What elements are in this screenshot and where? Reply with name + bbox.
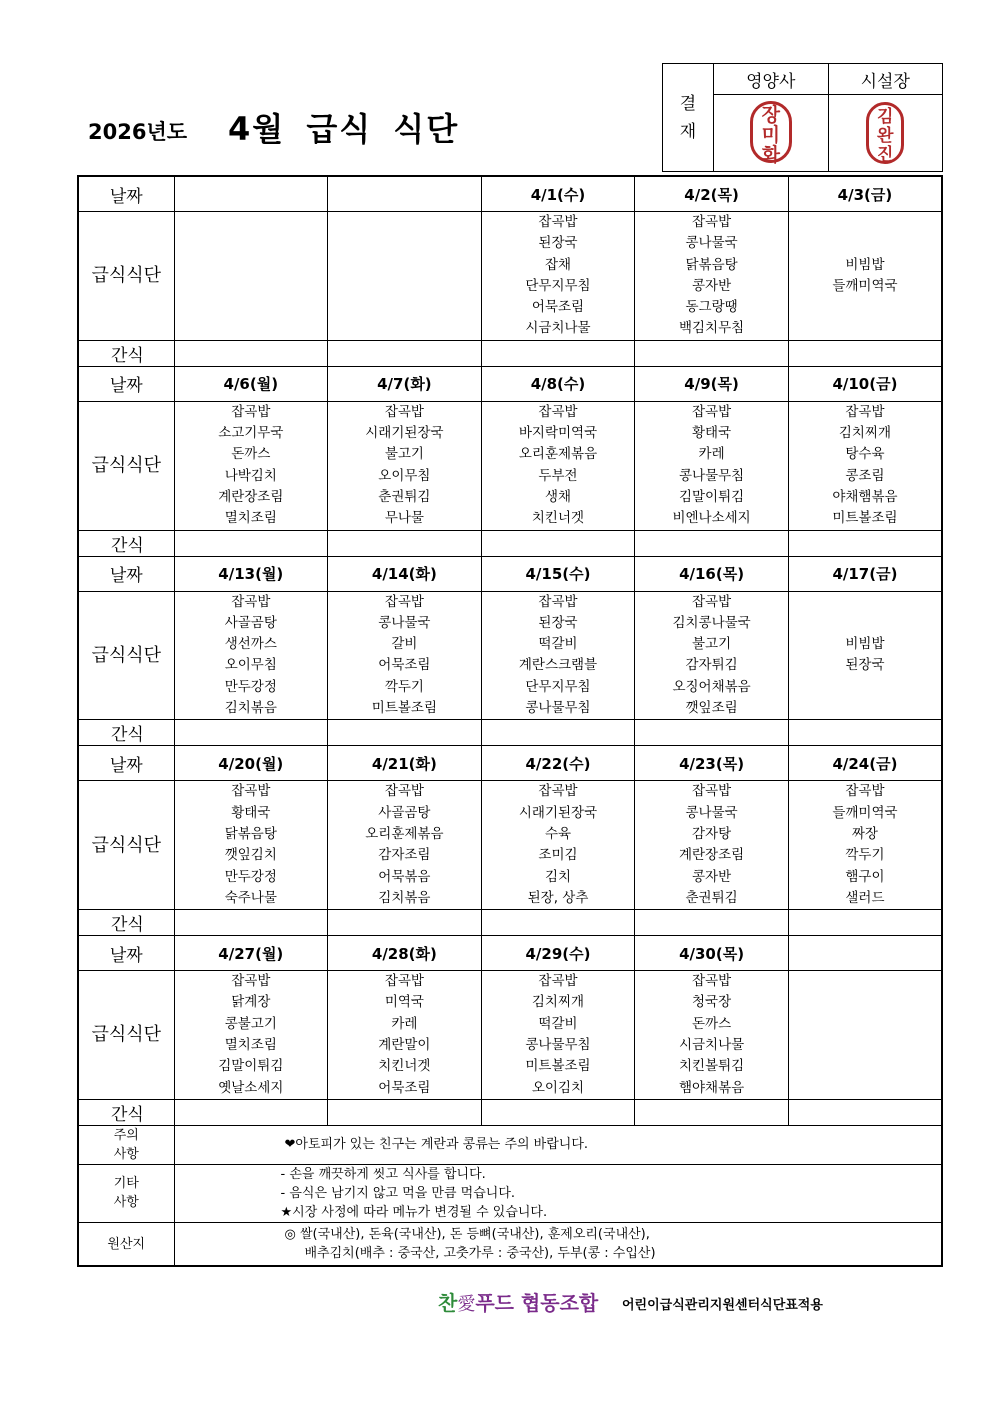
menu-item: 돈까스 [231,446,271,463]
date-cell: 4/3(금) [788,176,942,212]
menu-item: 된장국 [538,235,578,252]
menu-item: 들깨미역국 [832,804,898,821]
meal-cell [174,591,328,720]
menu-item: 잡곡밥 [231,783,271,800]
date-cell: 4/7(화) [328,366,482,401]
snack-cell [481,910,635,936]
menu-item: 콩나물국 [685,804,738,821]
menu-item: 잡곡밥 [845,783,885,800]
meal-cell [481,781,635,910]
menu-item: 감자조림 [378,847,431,864]
menu-item: 미트볼조림 [371,700,437,717]
date-label: 날짜 [78,746,174,781]
menu-item: 옛날소세지 [218,1079,284,1096]
menu-item: 잡곡밥 [384,593,424,610]
menu-item: 김치 [544,868,572,885]
date-label: 날짜 [78,556,174,591]
menu-item: 김말이튀김 [678,488,745,505]
menu-item: 김치볶음 [224,700,277,717]
meal-cell [328,971,482,1100]
date-row [78,176,942,212]
date-cell [174,176,328,212]
menu-item: 오리훈제볶음 [518,446,598,463]
date-row [78,936,942,971]
menu-item: 잡곡밥 [384,783,424,800]
menu-item: 어묵조림 [531,299,585,316]
date-cell: 4/6(월) [174,366,328,401]
snack-cell [174,530,328,556]
menu-item: 동그랑땡 [685,299,738,316]
menu-item: 오이무침 [378,467,431,484]
menu-item: 숙주나물 [224,889,277,906]
date-cell: 4/16(목) [635,556,789,591]
menu-table [77,175,943,1267]
meal-cell [635,971,789,1100]
menu-item: 청국장 [692,994,732,1011]
snack-cell [328,720,482,746]
meal-label: 급식식단 [78,401,174,530]
menu-item: 잡곡밥 [384,973,424,990]
approval-col-dietitian: 영양사 [714,64,829,95]
meal-cell [481,212,635,341]
date-label: 날짜 [78,366,174,401]
menu-item: 미트볼조림 [832,510,898,527]
menu-item: 시래기된장국 [365,425,444,442]
date-cell: 4/24(금) [788,746,942,781]
menu-item: 잡곡밥 [538,783,578,800]
meal-cell [788,212,942,341]
snack-cell [635,530,789,556]
menu-item: 황태국 [692,425,732,442]
menu-item: 콩조림 [845,467,885,484]
menu-item: 잡곡밥 [538,214,578,230]
menu-item: 단무지무침 [525,277,591,294]
menu-item: 만두강정 [224,868,277,885]
menu-item: 황태국 [231,804,271,821]
menu-item: 샐러드 [845,889,885,906]
meal-cell [174,781,328,910]
snack-label: 간식 [78,340,174,366]
meal-cell [635,591,789,720]
menu-item: 떡갈비 [538,636,578,653]
menu-item: 닭볶음탕 [685,256,738,273]
date-cell: 4/27(월) [174,936,328,971]
menu-item: 김치콩나물국 [672,614,751,631]
approval-side-label: 결 재 [663,64,714,172]
snack-cell [481,340,635,366]
snack-label: 간식 [78,1099,174,1125]
menu-item: 계란말이 [378,1037,431,1054]
menu-item: 만두강정 [224,678,277,695]
meal-cell [328,591,482,720]
menu-item: 감자튀김 [685,657,738,674]
menu-item: 잡곡밥 [692,973,732,990]
menu-item: 카레 [698,446,725,463]
menu-item: 오징어채볶음 [672,678,751,695]
menu-item: 조미김 [538,847,578,864]
menu-item: 닭볶음탕 [224,825,277,842]
menu-item: 된장국 [538,614,578,631]
footer-note: 어린이급식관리지원센터식단표적용 [622,1298,823,1313]
menu-item: 콩나물무침 [525,1037,591,1054]
meal-cell [174,971,328,1100]
menu-item: 감자탕 [692,825,732,842]
menu-item: 소고기무국 [218,425,284,442]
dietitian-seal-stamp: 장 미 화 [750,101,792,163]
date-cell: 4/22(수) [481,746,635,781]
title-year: 2026년도 [88,120,188,144]
menu-item: 콩나물국 [378,614,431,631]
date-cell: 4/28(화) [328,936,482,971]
menu-item: 어묵조림 [378,657,431,674]
menu-item: 생선까스 [224,636,277,653]
caution-label: 주의 사항 [78,1125,174,1164]
menu-item: 떡갈비 [538,1015,578,1032]
menu-item: 잡곡밥 [692,593,732,610]
date-label: 날짜 [78,176,174,212]
brand-logo: 찬愛푸드 협동조합 [438,1291,599,1315]
menu-item: 시금치나물 [678,1037,745,1054]
menu-item: 시래기된장국 [518,804,598,821]
menu-item: 백김치무침 [678,320,745,337]
snack-cell [328,340,482,366]
menu-item: 탕수육 [845,446,885,463]
menu-item: 치킨볼튀김 [678,1058,745,1075]
date-cell [328,176,482,212]
menu-item: 두부전 [538,467,578,484]
menu-item: 잡곡밥 [231,593,271,610]
snack-cell [174,340,328,366]
meal-cell [788,401,942,530]
snack-cell [788,720,942,746]
menu-item: 김치찌개 [838,425,892,442]
snack-cell [788,340,942,366]
meal-cell [328,781,482,910]
snack-row [78,1099,942,1125]
menu-item: 시금치나물 [525,320,591,337]
menu-item: 된장, 상추 [527,889,589,906]
meal-cell [481,401,635,530]
snack-cell [635,1099,789,1125]
menu-item: 야채햄볶음 [832,488,898,505]
menu-item: 미역국 [384,994,424,1011]
menu-item: 춘권튀김 [378,488,431,505]
menu-item: 잡곡밥 [384,403,424,420]
date-cell: 4/30(목) [635,936,789,971]
menu-item: 불고기 [692,636,732,653]
menu-item: 카레 [391,1015,418,1032]
date-cell: 4/15(수) [481,556,635,591]
menu-item: 수육 [544,825,572,842]
menu-item: 깻잎조림 [685,700,738,717]
menu-item: 사골곰탕 [378,804,431,821]
menu-item: 계란장조림 [678,847,745,864]
menu-item: 나박김치 [224,467,277,484]
menu-item: 잡곡밥 [231,403,271,420]
date-cell: 4/2(목) [635,176,789,212]
meal-cell [788,591,942,720]
snack-row [78,340,942,366]
meal-cell [788,781,942,910]
menu-item: 콩나물무침 [525,700,591,717]
menu-item: 치킨너겟 [378,1058,431,1075]
date-row [78,746,942,781]
menu-item: 오리훈제볶음 [365,825,444,842]
meal-label: 급식식단 [78,971,174,1100]
menu-item: 짜장 [851,825,878,842]
snack-cell [328,910,482,936]
menu-item: 미트볼조림 [525,1058,591,1075]
origin-text: ◎ 쌀(국내산), 돈육(국내산), 돈 등뼈(국내산), 훈제오리(국내산), 배추김치(배추 : 중국산, 고춧가루 : 중국산), 두부(콩 : 수입산) [174,1222,942,1266]
menu-item: 잡곡밥 [692,403,732,420]
menu-item: 비빔밥 [845,256,885,273]
menu-item: 비빔밥 [845,636,885,653]
date-row [78,556,942,591]
menu-item: 오이김치 [531,1079,585,1096]
menu-item: 어묵조림 [378,1079,431,1096]
menu-item: 비엔나소세지 [672,510,751,527]
menu-item: 단무지무침 [525,678,591,695]
menu-item: 잡곡밥 [231,973,271,990]
snack-cell [635,910,789,936]
snack-cell [174,910,328,936]
date-row [78,366,942,401]
menu-item: 김말이튀김 [218,1058,284,1075]
meal-cell [635,212,789,341]
meal-row [78,781,942,910]
meal-cell [481,971,635,1100]
menu-item: 갈비 [391,636,418,653]
approval-col-director: 시설장 [828,64,943,95]
etc-label: 기타 사항 [78,1164,174,1222]
snack-cell [788,910,942,936]
snack-label: 간식 [78,530,174,556]
date-cell: 4/10(금) [788,366,942,401]
snack-cell [481,1099,635,1125]
menu-item: 돈까스 [692,1015,732,1032]
meal-cell [481,591,635,720]
menu-item: 김치볶음 [378,889,431,906]
meal-row [78,591,942,720]
menu-item: 된장국 [845,657,885,674]
snack-cell [481,720,635,746]
menu-item: 사골곰탕 [224,614,277,631]
menu-item: 잡곡밥 [538,403,578,420]
menu-item: 콩나물국 [685,235,738,252]
snack-row [78,530,942,556]
menu-item: 생채 [544,488,572,505]
menu-item: 잡채 [544,256,572,273]
date-cell: 4/20(월) [174,746,328,781]
snack-cell [174,1099,328,1125]
menu-item: 춘권튀김 [685,889,738,906]
date-cell: 4/9(목) [635,366,789,401]
menu-item: 바지락미역국 [518,425,598,442]
menu-item: 햄구이 [845,868,885,885]
menu-item: 콩자반 [692,277,732,294]
date-cell: 4/17(금) [788,556,942,591]
menu-item: 들깨미역국 [832,277,898,294]
meal-row [78,401,942,530]
director-seal-stamp: 김 완 진 [866,102,904,164]
meal-cell [328,212,482,341]
menu-item: 치킨너겟 [531,510,585,527]
date-cell: 4/8(수) [481,366,635,401]
date-cell: 4/13(월) [174,556,328,591]
page-title: 4월 급식 식단 [228,110,460,148]
meal-cell [635,781,789,910]
meal-label: 급식식단 [78,781,174,910]
meal-cell [328,401,482,530]
snack-row [78,720,942,746]
menu-item: 깻잎김치 [224,847,277,864]
meal-cell [788,971,942,1100]
approval-box [662,63,943,172]
meal-row [78,212,942,341]
origin-label: 원산지 [78,1222,174,1266]
menu-item: 콩나물무침 [678,467,745,484]
caution-text: ❤아토피가 있는 친구는 계란과 콩류는 주의 바랍니다. [174,1125,942,1164]
etc-text: - 손을 깨끗하게 씻고 식사를 합니다. - 음식은 남기지 않고 먹을 만큼 먹습니다. ★시장 사정에 따라 메뉴가 변경될 수 있습니다. [174,1164,942,1222]
menu-item: 잡곡밥 [692,214,732,230]
heart-icon: ❤ [284,1137,296,1153]
snack-cell [788,1099,942,1125]
meal-row [78,971,942,1100]
date-cell: 4/1(수) [481,176,635,212]
snack-cell [174,720,328,746]
menu-item: 계란스크램블 [518,657,598,674]
meal-cell [174,401,328,530]
snack-label: 간식 [78,720,174,746]
date-cell: 4/23(목) [635,746,789,781]
menu-item: 잡곡밥 [538,973,578,990]
dietitian-seal-cell [714,95,829,172]
menu-item: 멸치조림 [224,510,277,527]
meal-cell [174,212,328,341]
snack-cell [481,530,635,556]
menu-item: 콩자반 [692,868,732,885]
menu-item: 콩불고기 [224,1015,277,1032]
menu-item: 오이무침 [224,657,277,674]
director-seal-cell [828,95,943,172]
menu-item: 무나물 [384,510,424,527]
menu-item: 깍두기 [384,678,424,695]
menu-item: 김치찌개 [531,994,585,1011]
snack-label: 간식 [78,910,174,936]
snack-cell [635,720,789,746]
menu-item: 계란장조림 [218,488,284,505]
menu-item: 잡곡밥 [845,403,885,420]
menu-item: 잡곡밥 [538,593,578,610]
snack-cell [328,530,482,556]
snack-cell [788,530,942,556]
menu-item: 멸치조림 [224,1037,277,1054]
menu-item: 닭계장 [231,994,271,1011]
meal-label: 급식식단 [78,591,174,720]
snack-row [78,910,942,936]
date-cell: 4/29(수) [481,936,635,971]
date-cell: 4/14(화) [328,556,482,591]
snack-cell [328,1099,482,1125]
menu-item: 불고기 [384,446,424,463]
menu-item: 어묵볶음 [378,868,431,885]
date-cell [788,936,942,971]
menu-item: 햄야채볶음 [678,1079,745,1096]
menu-item: 잡곡밥 [692,783,732,800]
meal-label: 급식식단 [78,212,174,341]
menu-item: 깍두기 [845,847,885,864]
date-cell: 4/21(화) [328,746,482,781]
meal-cell [635,401,789,530]
snack-cell [635,340,789,366]
date-label: 날짜 [78,936,174,971]
